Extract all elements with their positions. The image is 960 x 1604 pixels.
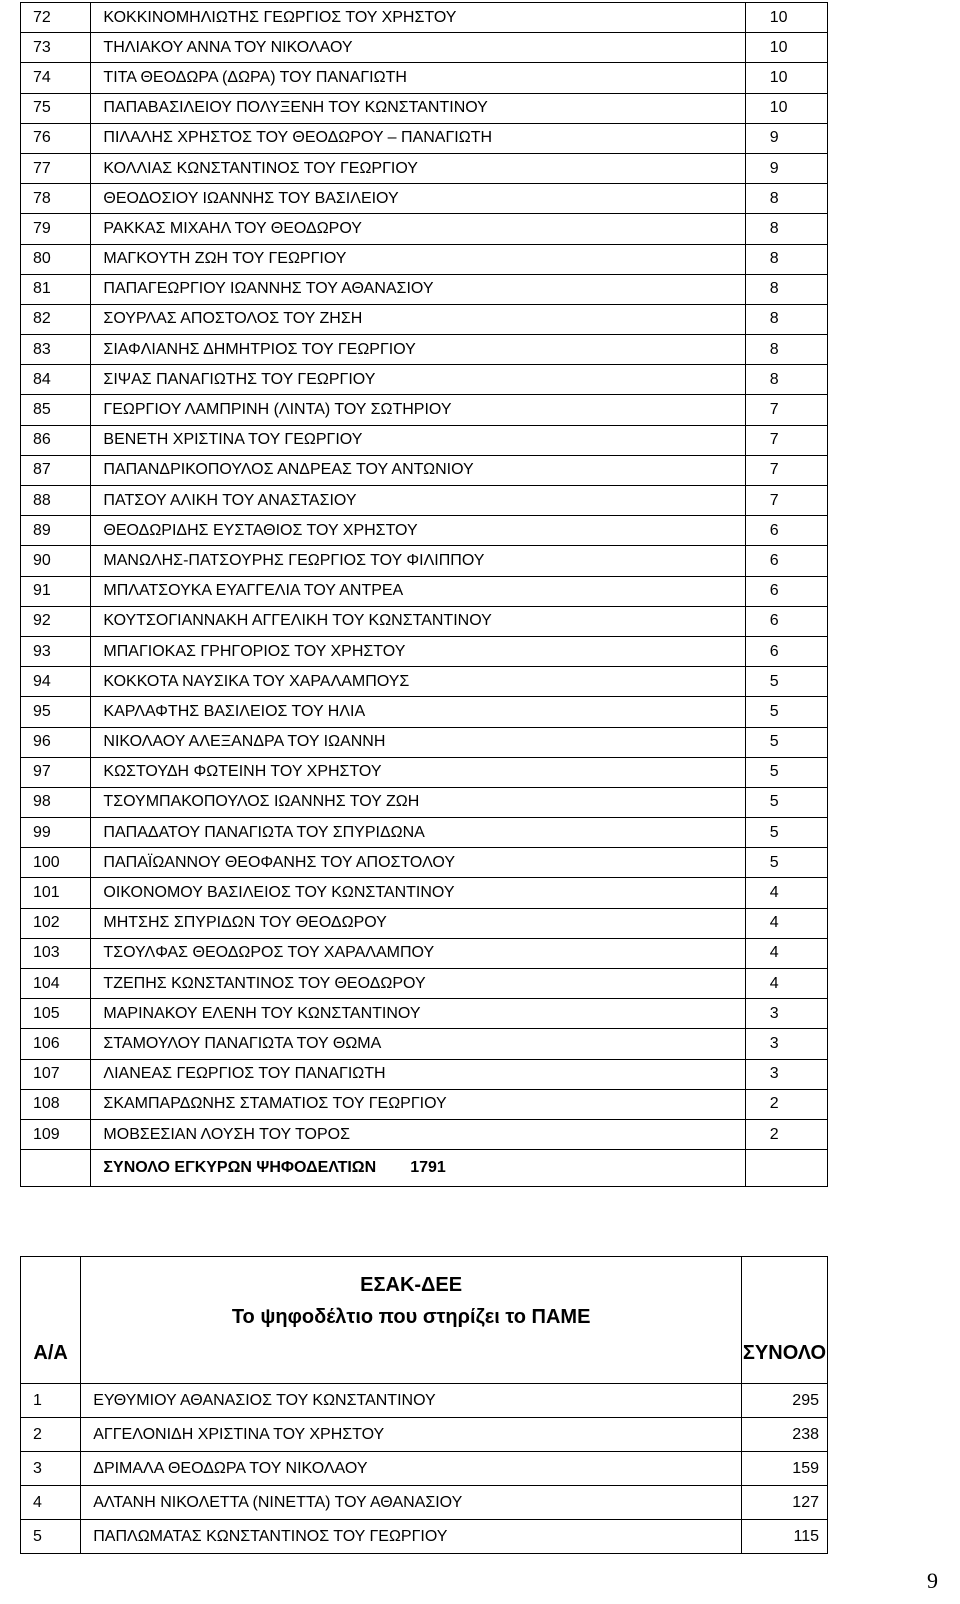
candidate-name: ΠΑΠΑΔΑΤΟΥ ΠΑΝΑΓΙΩΤΑ ΤΟΥ ΣΠΥΡΙΔΩΝΑ — [91, 818, 745, 848]
table-row — [21, 3, 828, 33]
total-value: 1791 — [410, 1159, 446, 1177]
vote-count: 159 — [742, 1452, 828, 1486]
candidate-name: ΛΙΑΝΕΑΣ ΓΕΩΡΓΙΟΣ ΤΟΥ ΠΑΝΑΓΙΩΤΗ — [91, 1059, 745, 1089]
row-number: 101 — [21, 878, 91, 908]
vote-count: 8 — [745, 214, 827, 244]
vote-count: 3 — [745, 1059, 827, 1089]
candidate-name: ΟΙΚΟΝΟΜΟΥ ΒΑΣΙΛΕΙΟΣ ΤΟΥ ΚΩΝΣΤΑΝΤΙΝΟΥ — [91, 878, 745, 908]
candidate-name: ΜΗΤΣΗΣ ΣΠΥΡΙΔΩΝ ΤΟΥ ΘΕΟΔΩΡΟΥ — [91, 908, 745, 938]
row-number: 79 — [21, 214, 91, 244]
row-number: 1 — [21, 1384, 81, 1418]
vote-count: 10 — [745, 93, 827, 123]
row-number: 3 — [21, 1452, 81, 1486]
table-row — [21, 1384, 828, 1418]
candidate-name: ΕΥΘΥΜΙΟΥ ΑΘΑΝΑΣΙΟΣ ΤΟΥ ΚΩΝΣΤΑΝΤΙΝΟΥ — [81, 1384, 742, 1418]
table-row — [21, 184, 828, 214]
vote-count: 4 — [745, 969, 827, 999]
table-row — [21, 1452, 828, 1486]
vote-count: 8 — [745, 335, 827, 365]
vote-count: 9 — [745, 153, 827, 183]
vote-count: 5 — [745, 787, 827, 817]
candidate-name: ΜΑΝΩΛΗΣ-ΠΑΤΣΟΥΡΗΣ ΓΕΩΡΓΙΟΣ ΤΟΥ ΦΙΛΙΠΠΟΥ — [91, 546, 745, 576]
vote-count: 8 — [745, 184, 827, 214]
vote-count: 7 — [745, 486, 827, 516]
row-number: 95 — [21, 697, 91, 727]
row-number: 88 — [21, 486, 91, 516]
vote-count: 6 — [745, 606, 827, 636]
row-number: 86 — [21, 425, 91, 455]
party-name: ΕΣΑΚ-ΔΕΕ — [360, 1274, 463, 1296]
row-number: 5 — [21, 1520, 81, 1554]
candidate-name: ΤΗΛΙΑΚΟΥ ΑΝΝΑ ΤΟΥ ΝΙΚΟΛΑΟΥ — [91, 33, 745, 63]
table-row — [21, 1418, 828, 1452]
row-number: 102 — [21, 908, 91, 938]
total-label: ΣΥΝΟΛΟ ΕΓΚΥΡΩΝ ΨΗΦΟΔΕΛΤΙΩΝ — [103, 1159, 377, 1177]
candidate-name: ΜΟΒΣΕΣΙΑΝ ΛΟΥΣΗ ΤΟΥ ΤΟΡΟΣ — [91, 1119, 745, 1149]
table-row — [21, 999, 828, 1029]
row-number: 72 — [21, 3, 91, 33]
table-row — [21, 244, 828, 274]
candidate-name: ΠΑΠΛΩΜΑΤΑΣ ΚΩΝΣΤΑΝΤΙΝΟΣ ΤΟΥ ΓΕΩΡΓΙΟΥ — [81, 1520, 742, 1554]
row-number: 108 — [21, 1089, 91, 1119]
row-number: 83 — [21, 335, 91, 365]
row-number: 4 — [21, 1486, 81, 1520]
row-number: 89 — [21, 516, 91, 546]
vote-count: 8 — [745, 304, 827, 334]
row-number: 93 — [21, 636, 91, 666]
row-number: 103 — [21, 938, 91, 968]
vote-count: 6 — [745, 546, 827, 576]
header-aa: Α/Α — [21, 1257, 81, 1384]
vote-count: 2 — [745, 1089, 827, 1119]
party-subtitle: Το ψηφοδέλτιο που στηρίζει το ΠΑΜΕ — [231, 1306, 591, 1328]
table-row — [21, 1059, 828, 1089]
table-row — [21, 1520, 828, 1554]
vote-count: 7 — [745, 455, 827, 485]
vote-count: 238 — [742, 1418, 828, 1452]
vote-count: 7 — [745, 395, 827, 425]
table-row — [21, 938, 828, 968]
row-number: 81 — [21, 274, 91, 304]
table-row — [21, 1089, 828, 1119]
vote-count: 5 — [745, 757, 827, 787]
row-number: 100 — [21, 848, 91, 878]
candidate-name: ΚΟΛΛΙΑΣ ΚΩΝΣΤΑΝΤΙΝΟΣ ΤΟΥ ΓΕΩΡΓΙΟΥ — [91, 153, 745, 183]
vote-count: 6 — [745, 636, 827, 666]
vote-count: 6 — [745, 576, 827, 606]
table-row — [21, 1486, 828, 1520]
row-number: 84 — [21, 365, 91, 395]
row-number: 80 — [21, 244, 91, 274]
candidate-name: ΣΤΑΜΟΥΛΟΥ ΠΑΝΑΓΙΩΤΑ ΤΟΥ ΘΩΜΑ — [91, 1029, 745, 1059]
table-row — [21, 455, 828, 485]
vote-count: 4 — [745, 938, 827, 968]
row-number: 2 — [21, 1418, 81, 1452]
row-number: 87 — [21, 455, 91, 485]
esak-dee-table — [20, 1256, 828, 1554]
row-number: 75 — [21, 93, 91, 123]
candidate-name: ΡΑΚΚΑΣ ΜΙΧΑΗΛ ΤΟΥ ΘΕΟΔΩΡΟΥ — [91, 214, 745, 244]
candidate-name: ΠΙΛΑΛΗΣ ΧΡΗΣΤΟΣ ΤΟΥ ΘΕΟΔΩΡΟΥ – ΠΑΝΑΓΙΩΤΗ — [91, 123, 745, 153]
vote-count: 3 — [745, 1029, 827, 1059]
candidate-name: ΠΑΠΑΓΕΩΡΓΙΟΥ ΙΩΑΝΝΗΣ ΤΟΥ ΑΘΑΝΑΣΙΟΥ — [91, 274, 745, 304]
total-cell — [91, 1150, 745, 1187]
table-row — [21, 757, 828, 787]
candidate-name: ΚΩΣΤΟΥΔΗ ΦΩΤΕΙΝΗ ΤΟΥ ΧΡΗΣΤΟΥ — [91, 757, 745, 787]
row-number: 109 — [21, 1119, 91, 1149]
row-number: 85 — [21, 395, 91, 425]
row-number: 96 — [21, 727, 91, 757]
candidate-name: ΚΟΚΚΙΝΟΜΗΛΙΩΤΗΣ ΓΕΩΡΓΙΟΣ ΤΟΥ ΧΡΗΣΤΟΥ — [91, 3, 745, 33]
row-number: 91 — [21, 576, 91, 606]
total-empty-cell — [21, 1150, 91, 1187]
candidate-name: ΚΟΥΤΣΟΓΙΑΝΝΑΚΗ ΑΓΓΕΛΙΚΗ ΤΟΥ ΚΩΝΣΤΑΝΤΙΝΟΥ — [91, 606, 745, 636]
row-number: 77 — [21, 153, 91, 183]
table-row — [21, 1029, 828, 1059]
table-row — [21, 727, 828, 757]
candidate-name: ΠΑΤΣΟΥ ΑΛΙΚΗ ΤΟΥ ΑΝΑΣΤΑΣΙΟΥ — [91, 486, 745, 516]
candidate-name: ΤΣΟΥΜΠΑΚΟΠΟΥΛΟΣ ΙΩΑΝΝΗΣ ΤΟΥ ΖΩΗ — [91, 787, 745, 817]
header-total: ΣΥΝΟΛΟ — [742, 1257, 828, 1384]
table-row — [21, 546, 828, 576]
vote-count: 4 — [745, 878, 827, 908]
candidate-name: ΒΕΝΕΤΗ ΧΡΙΣΤΙΝΑ ΤΟΥ ΓΕΩΡΓΙΟΥ — [91, 425, 745, 455]
total-row — [21, 1150, 828, 1187]
table-row — [21, 395, 828, 425]
table-row — [21, 576, 828, 606]
candidate-name: ΘΕΟΔΟΣΙΟΥ ΙΩΑΝΝΗΣ ΤΟΥ ΒΑΣΙΛΕΙΟΥ — [91, 184, 745, 214]
candidates-table — [20, 2, 828, 1187]
row-number: 105 — [21, 999, 91, 1029]
header-title — [81, 1257, 742, 1384]
table-row — [21, 818, 828, 848]
candidate-name: ΑΓΓΕΛΟΝΙΔΗ ΧΡΙΣΤΙΝΑ ΤΟΥ ΧΡΗΣΤΟΥ — [81, 1418, 742, 1452]
vote-count: 5 — [745, 667, 827, 697]
row-number: 92 — [21, 606, 91, 636]
table-row — [21, 697, 828, 727]
candidate-name: ΑΛΤΑΝΗ ΝΙΚΟΛΕΤΤΑ (ΝΙΝΕΤΤΑ) ΤΟΥ ΑΘΑΝΑΣΙΟΥ — [81, 1486, 742, 1520]
vote-count: 8 — [745, 244, 827, 274]
vote-count: 6 — [745, 516, 827, 546]
candidate-name: ΠΑΠΑΒΑΣΙΛΕΙΟΥ ΠΟΛΥΞΕΝΗ ΤΟΥ ΚΩΝΣΤΑΝΤΙΝΟΥ — [91, 93, 745, 123]
table-row — [21, 606, 828, 636]
row-number: 107 — [21, 1059, 91, 1089]
table-row — [21, 123, 828, 153]
candidate-name: ΚΟΚΚΟΤΑ ΝΑΥΣΙΚΑ ΤΟΥ ΧΑΡΑΛΑΜΠΟΥΣ — [91, 667, 745, 697]
candidate-name: ΤΙΤΑ ΘΕΟΔΩΡΑ (ΔΩΡΑ) ΤΟΥ ΠΑΝΑΓΙΩΤΗ — [91, 63, 745, 93]
candidate-name: ΣΚΑΜΠΑΡΔΩΝΗΣ ΣΤΑΜΑΤΙΟΣ ΤΟΥ ΓΕΩΡΓΙΟΥ — [91, 1089, 745, 1119]
row-number: 104 — [21, 969, 91, 999]
vote-count: 5 — [745, 818, 827, 848]
candidate-name: ΣΟΥΡΛΑΣ ΑΠΟΣΤΟΛΟΣ ΤΟΥ ΖΗΣΗ — [91, 304, 745, 334]
row-number: 94 — [21, 667, 91, 697]
table-row — [21, 274, 828, 304]
table-row — [21, 486, 828, 516]
candidate-name: ΝΙΚΟΛΑΟΥ ΑΛΕΞΑΝΔΡΑ ΤΟΥ ΙΩΑΝΝΗ — [91, 727, 745, 757]
table-row — [21, 667, 828, 697]
table-row — [21, 304, 828, 334]
vote-count: 2 — [745, 1119, 827, 1149]
vote-count: 10 — [745, 63, 827, 93]
row-number: 78 — [21, 184, 91, 214]
table-row — [21, 153, 828, 183]
vote-count: 5 — [745, 727, 827, 757]
vote-count: 8 — [745, 274, 827, 304]
candidate-name: ΤΖΕΠΗΣ ΚΩΝΣΤΑΝΤΙΝΟΣ ΤΟΥ ΘΕΟΔΩΡΟΥ — [91, 969, 745, 999]
candidate-name: ΠΑΠΑΪΩΑΝΝΟΥ ΘΕΟΦΑΝΗΣ ΤΟΥ ΑΠΟΣΤΟΛΟΥ — [91, 848, 745, 878]
row-number: 82 — [21, 304, 91, 334]
row-number: 106 — [21, 1029, 91, 1059]
table-row — [21, 636, 828, 666]
table-row — [21, 516, 828, 546]
table-row — [21, 787, 828, 817]
row-number: 74 — [21, 63, 91, 93]
page-number: 9 — [927, 1568, 938, 1593]
vote-count: 115 — [742, 1520, 828, 1554]
table-row — [21, 969, 828, 999]
table-row — [21, 878, 828, 908]
candidate-name: ΣΙΨΑΣ ΠΑΝΑΓΙΩΤΗΣ ΤΟΥ ΓΕΩΡΓΙΟΥ — [91, 365, 745, 395]
vote-count: 9 — [745, 123, 827, 153]
row-number: 99 — [21, 818, 91, 848]
row-number: 73 — [21, 33, 91, 63]
table-row — [21, 425, 828, 455]
total-empty-cell — [745, 1150, 827, 1187]
table-row — [21, 33, 828, 63]
vote-count: 4 — [745, 908, 827, 938]
vote-count: 5 — [745, 697, 827, 727]
row-number: 76 — [21, 123, 91, 153]
candidate-name: ΣΙΑΦΛΙΑΝΗΣ ΔΗΜΗΤΡΙΟΣ ΤΟΥ ΓΕΩΡΓΙΟΥ — [91, 335, 745, 365]
row-number: 97 — [21, 757, 91, 787]
candidate-name: ΜΑΡΙΝΑΚΟΥ ΕΛΕΝΗ ΤΟΥ ΚΩΝΣΤΑΝΤΙΝΟΥ — [91, 999, 745, 1029]
vote-count: 295 — [742, 1384, 828, 1418]
table-row — [21, 365, 828, 395]
row-number: 98 — [21, 787, 91, 817]
candidate-name: ΔΡΙΜΑΛΑ ΘΕΟΔΩΡΑ ΤΟΥ ΝΙΚΟΛΑΟΥ — [81, 1452, 742, 1486]
vote-count: 8 — [745, 365, 827, 395]
candidate-name: ΤΣΟΥΛΦΑΣ ΘΕΟΔΩΡΟΣ ΤΟΥ ΧΑΡΑΛΑΜΠΟΥ — [91, 938, 745, 968]
table-row — [21, 93, 828, 123]
vote-count: 5 — [745, 848, 827, 878]
candidate-name: ΓΕΩΡΓΙΟΥ ΛΑΜΠΡΙΝΗ (ΛΙΝΤΑ) ΤΟΥ ΣΩΤΗΡΙΟΥ — [91, 395, 745, 425]
vote-count: 3 — [745, 999, 827, 1029]
table-row — [21, 1119, 828, 1149]
candidate-name: ΚΑΡΛΑΦΤΗΣ ΒΑΣΙΛΕΙΟΣ ΤΟΥ ΗΛΙΑ — [91, 697, 745, 727]
candidate-name: ΜΠΛΑΤΣΟΥΚΑ ΕΥΑΓΓΕΛΙΑ ΤΟΥ ΑΝΤΡΕΑ — [91, 576, 745, 606]
candidate-name: ΜΠΑΓΙΟΚΑΣ ΓΡΗΓΟΡΙΟΣ ΤΟΥ ΧΡΗΣΤΟΥ — [91, 636, 745, 666]
table-row — [21, 63, 828, 93]
table-row — [21, 335, 828, 365]
candidate-name: ΘΕΟΔΩΡΙΔΗΣ ΕΥΣΤΑΘΙΟΣ ΤΟΥ ΧΡΗΣΤΟΥ — [91, 516, 745, 546]
table-header-row — [21, 1257, 828, 1384]
table-row — [21, 214, 828, 244]
vote-count: 10 — [745, 33, 827, 63]
row-number: 90 — [21, 546, 91, 576]
candidate-name: ΜΑΓΚΟΥΤΗ ΖΩΗ ΤΟΥ ΓΕΩΡΓΙΟΥ — [91, 244, 745, 274]
vote-count: 127 — [742, 1486, 828, 1520]
candidate-name: ΠΑΠΑΝΔΡΙΚΟΠΟΥΛΟΣ ΑΝΔΡΕΑΣ ΤΟΥ ΑΝΤΩΝΙΟΥ — [91, 455, 745, 485]
vote-count: 10 — [745, 3, 827, 33]
table-row — [21, 848, 828, 878]
table-row — [21, 908, 828, 938]
vote-count: 7 — [745, 425, 827, 455]
